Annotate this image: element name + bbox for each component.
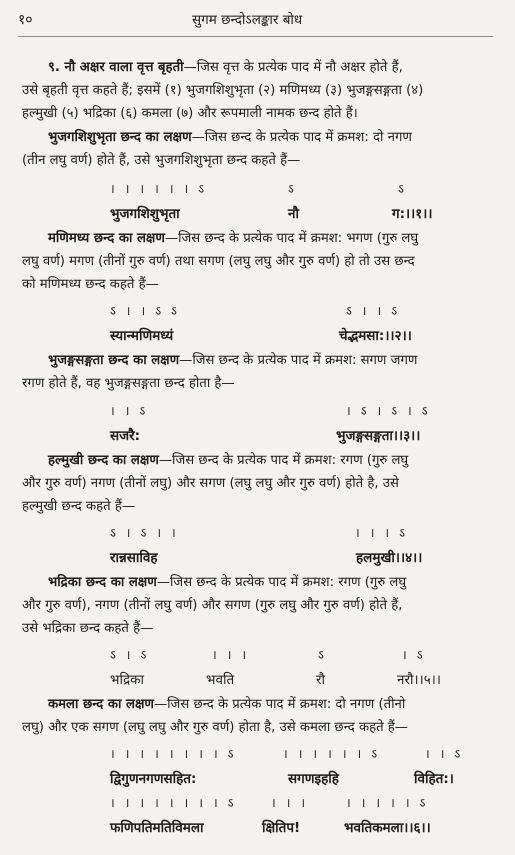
section-9-text: —जिस वृत्त के प्रत्येक पाद में नौ अक्षर होते हैं, (183, 60, 403, 75)
manimadhya-line-2: लघु वर्ण) मगण (तीनों गुरु वर्ण) तथा सगण (लघु लघु और गुरु वर्ण) हो तो उस छन्द (22, 254, 415, 269)
meter-symbols: । । । । । ऽ (346, 795, 429, 810)
example-verse: भुजङ्गसङ्गता।।३।। (336, 428, 421, 444)
meter-symbols: । ऽ । ऽ । ऽ (346, 403, 431, 418)
meter-symbols: । । । । । । ऽ (110, 181, 208, 196)
example-verse: भवति (206, 672, 235, 688)
meter-symbols: । । । । । । । । ऽ (110, 746, 237, 761)
kamala-text: —जिस छन्द के प्रत्येक पाद में क्रमश: दो नगण (तीनो (153, 697, 406, 712)
kamala-line-1 (48, 695, 515, 715)
halmukhi-text: —जिस छन्द के प्रत्येक पाद में क्रमश: रगण (गुरु लघु (158, 453, 409, 468)
manimadhya-text: —जिस छन्द के प्रत्येक पाद में क्रमश: भगण (गुरु लघु (164, 231, 419, 246)
meter-symbols: । । । (271, 795, 309, 810)
meter-symbols: । । । ऽ (355, 525, 408, 540)
example-verse: चेद्भमसा:।।२।। (339, 328, 412, 344)
manimadhya-line-3: को मणिमध्य छन्द कहते हैं— (22, 277, 159, 292)
halmukhi-line-1 (48, 451, 515, 471)
example-verse: फणिपतिमतिविमला (110, 820, 204, 836)
halmukhi-heading: हल्मुखी छन्द का लक्षण (48, 453, 159, 468)
section-9-line-3: हल्मुखी (५) भद्रिका (६) कमला (७) और रूपमाली नामक छन्द होते हैं। (22, 106, 358, 121)
bhujangasangata-line-2: रगण होते हैं, वह भुजङ्गसङ्गता छन्द होता है— (22, 376, 235, 391)
manimadhya-line-1 (48, 229, 515, 249)
example-verse: नौ (288, 206, 299, 222)
example-verse: ग:।।१।। (392, 206, 433, 222)
bhujangasangata-heading: भुजङ्गसङ्गता छन्द का लक्षण (48, 353, 180, 368)
meter-symbols: ऽ । । ऽ ऽ (110, 303, 180, 318)
halmukhi-line-3: हल्मुखी छन्द कहते हैं— (22, 499, 136, 514)
example-verse: स्यान्मणिमध्यं (110, 328, 174, 344)
meter-symbols: ऽ (398, 181, 407, 196)
meter-symbols: । । ऽ (425, 746, 464, 761)
bhadrika-heading: भद्रिका छन्द का लक्षण (48, 575, 157, 590)
meter-symbols: ऽ । ऽ । । (110, 525, 179, 540)
kamala-heading: कमला छन्द का लक्षण (48, 697, 154, 712)
meter-symbols: ऽ (318, 647, 327, 662)
example-verse: क्षितिप! (262, 820, 301, 836)
example-verse: नरौ।।५।। (397, 672, 441, 688)
example-verse: भुजगशिशुभृता (110, 206, 180, 222)
section-9-line-2: उसे बृहती वृत्त कहते हैं; इसमें (१) भुजगशिशुभृता (२) मणिमध्य (३) भुजङ्गसङ्गता (४) (22, 83, 424, 98)
meter-symbols: ऽ । ऽ (110, 647, 150, 662)
example-verse: रान्नसाविह (110, 550, 158, 566)
section-9-line-1 (48, 58, 515, 78)
bhadrika-text: —जिस छन्द के प्रत्येक पाद में क्रमश: रगण (गुरु लघु (156, 575, 407, 590)
example-verse: द्विगुणनगणसहित: (110, 771, 197, 787)
example-verse: हलमुखी।।४।। (356, 550, 423, 566)
page-number: १० (18, 12, 33, 28)
bhujagashishubhrita-line-2: (तीन लघु वर्ण) होते हैं, उसे भुजगशिशुभृता छन्द कहते हैं— (22, 153, 301, 168)
bhujangasangata-text: —जिस छन्द के प्रत्येक पाद में क्रमश: सगण जगण (179, 353, 418, 368)
meter-symbols: । । । । । । । । ऽ (110, 795, 237, 810)
example-verse: भवतिकमला।।६।। (344, 820, 431, 836)
kamala-line-2: लघु) और एक सगण (लघु लघु और गुरु वर्ण) होता है, उसे कमला छन्द कहते हैं— (22, 720, 408, 735)
example-verse: सजरै: (110, 428, 141, 444)
section-9-heading: ९. नौ अक्षर वाला वृत्त बृहती (48, 60, 184, 75)
bhadrika-line-1 (48, 573, 515, 593)
meter-symbols: । । । (212, 647, 250, 662)
meter-symbols: । । । । । । ऽ (283, 746, 381, 761)
bhujagashishubhrita-heading: भुजगशिशुभृता छन्द का लक्षण (48, 130, 192, 145)
meter-symbols: ऽ । । ऽ (346, 303, 401, 318)
bhujangasangata-line-1 (48, 351, 515, 371)
meter-symbols: ऽ (288, 181, 297, 196)
example-verse: भद्रिका (110, 672, 145, 688)
halmukhi-line-2: और गुरु वर्ण) नगण (तीनों लघु) और सगण (लघु लघु और गुरु वर्ण) होते है, उसे (22, 476, 399, 491)
example-verse: विहित:। (414, 771, 454, 787)
meter-symbols: । । ऽ (110, 403, 149, 418)
manimadhya-heading: मणिमध्य छन्द का लक्षण (48, 231, 165, 246)
running-title: सुगम छन्दोऽलङ्कार बोध (192, 12, 303, 28)
bhujagashishubhrita-text: —जिस छन्द के प्रत्येक पाद में क्रमश: दो नगण (191, 130, 412, 145)
bhujagashishubhrita-line-1 (48, 128, 515, 148)
example-verse: रौ (316, 672, 326, 688)
bhadrika-line-2: और गुरु वर्ण), नगण (तीनों लघु वर्ण) और सगण (गुरु लघु और गुरु वर्ण) होते हैं, (22, 598, 403, 613)
bhadrika-line-3: उसे भद्रिका छन्द कहते हैं— (22, 621, 154, 636)
meter-symbols: । ऽ (402, 647, 426, 662)
page-header (18, 2, 493, 37)
example-verse: सगणइहहि (288, 771, 339, 787)
